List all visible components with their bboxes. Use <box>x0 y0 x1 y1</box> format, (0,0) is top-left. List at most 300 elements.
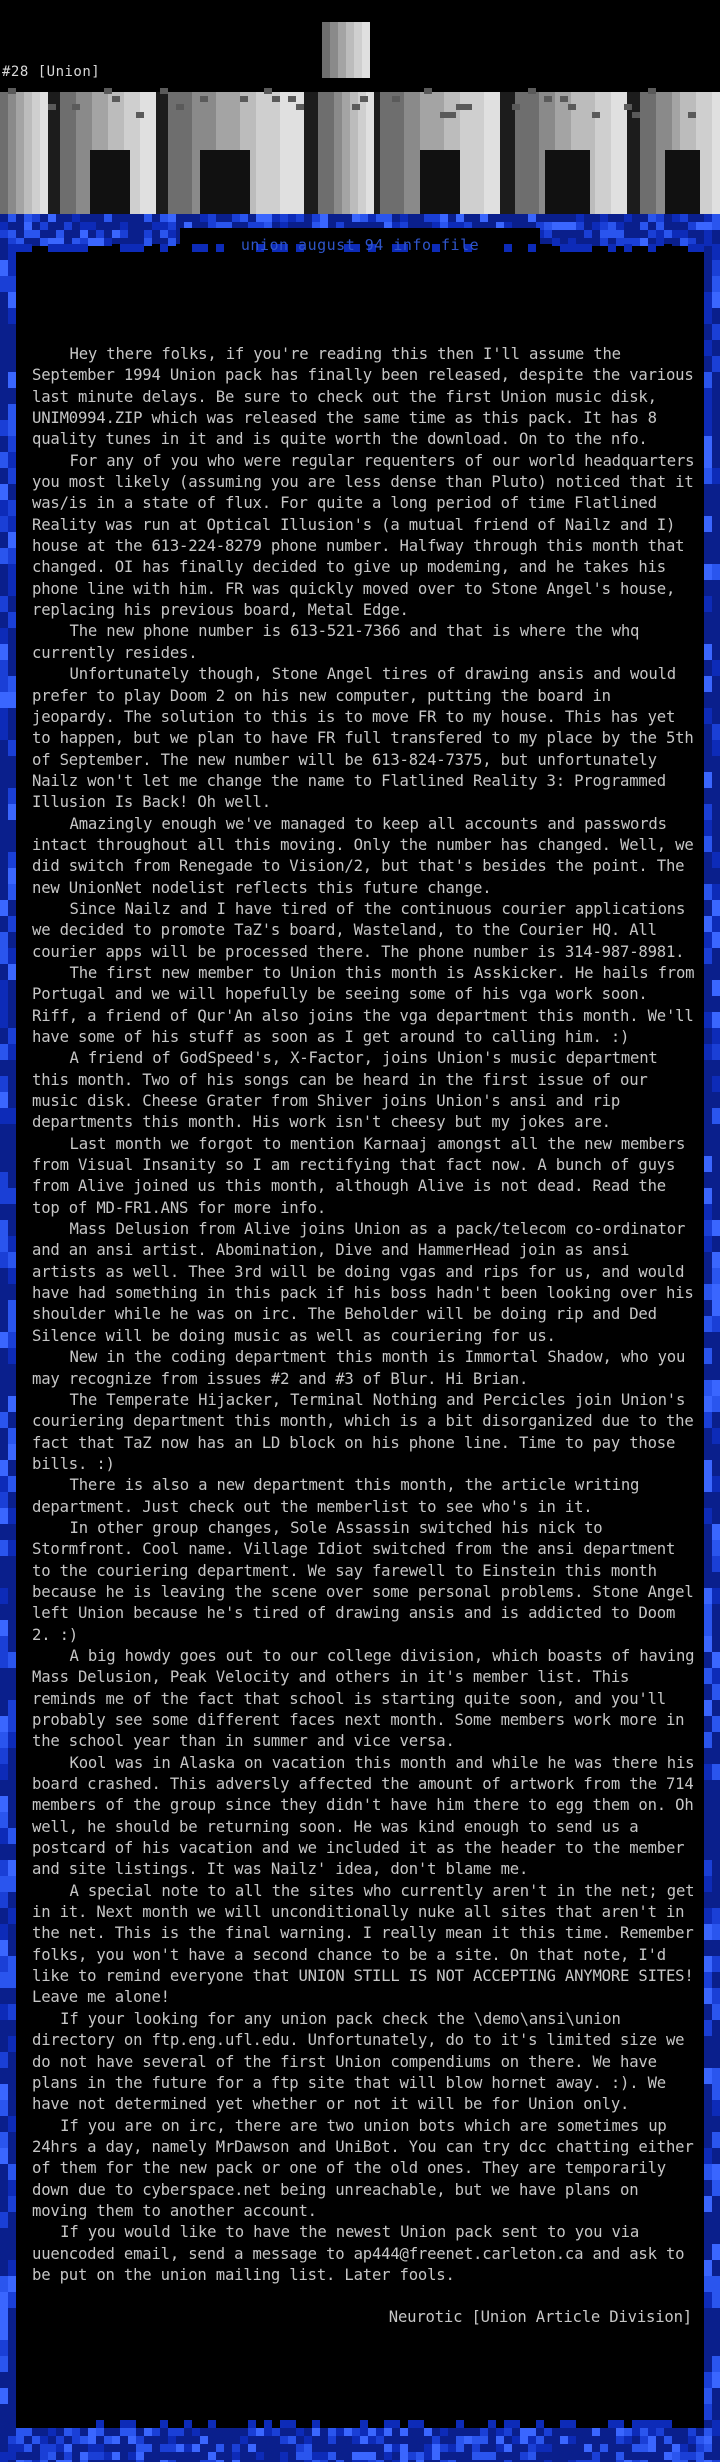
frame-pixel <box>8 2068 16 2084</box>
frame-pixel <box>704 516 712 532</box>
frame-pixel <box>632 2428 640 2436</box>
frame-pixel <box>360 2436 368 2444</box>
frame-pixel <box>40 2444 48 2452</box>
logo-notch <box>90 150 130 214</box>
frame-pixel <box>528 2436 536 2444</box>
article-paragraph: Hey there folks, if you're reading this then I'll assume the September 1994 Union pack has finally been released, despite the various last minute delays. Be sure to check out the first Union music disk, UNIM0994.ZIP which was released the same time as this pack. It has 8 quality tunes in it and is quite worth the download. On to the nfo. <box>32 345 694 449</box>
frame-pixel <box>368 214 376 222</box>
frame-pixel <box>0 1924 8 1940</box>
frame-pixel <box>640 222 648 230</box>
frame-pixel <box>8 1044 16 1060</box>
frame-pixel <box>0 644 8 660</box>
logo-block <box>24 92 32 214</box>
logo-notch <box>200 150 250 214</box>
frame-pixel <box>392 214 400 222</box>
frame-pixel <box>0 948 8 964</box>
frame-pixel <box>488 2452 496 2460</box>
logo-block <box>404 92 412 214</box>
frame-pixel <box>344 2428 352 2436</box>
frame-pixel <box>664 2420 672 2428</box>
frame-pixel <box>352 2436 360 2444</box>
frame-pixel <box>704 1588 712 1604</box>
frame-pixel <box>0 1252 8 1268</box>
frame-pixel <box>704 1732 712 1748</box>
frame-pixel <box>0 500 8 516</box>
frame-pixel <box>384 214 392 222</box>
logo-dither <box>592 112 600 118</box>
frame-pixel <box>712 356 720 372</box>
frame-pixel <box>48 2452 56 2460</box>
article-paragraph: The new phone number is 613-521-7366 and that is where the whq currently resides. <box>32 622 640 662</box>
frame-pixel <box>528 2452 536 2460</box>
frame-pixel <box>480 2452 488 2460</box>
logo-block <box>256 92 264 214</box>
logo-dither <box>568 104 576 110</box>
frame-pixel <box>712 1860 720 1876</box>
frame-pixel <box>8 1540 16 1556</box>
logo-block <box>476 92 484 214</box>
frame-pixel <box>248 214 256 222</box>
frame-pixel <box>704 1924 712 1940</box>
frame-pixel <box>560 222 568 230</box>
frame-pixel <box>0 692 8 708</box>
frame-pixel <box>0 756 8 772</box>
frame-pixel <box>576 222 584 230</box>
article-paragraph: A big howdy goes out to our college division, which boasts of having Mass Delusion, Peak Velocity and others in it's member list. This reminds me of the fact that school is starting quite soon, and you'll probably see some different faces next month. Some members work more in the school year than in summer and vice versa. <box>32 1646 695 1751</box>
frame-pixel <box>712 1476 720 1492</box>
frame-pixel <box>8 1444 16 1460</box>
frame-pixel <box>704 916 712 932</box>
frame-pixel <box>712 980 720 996</box>
frame-pixel <box>656 222 664 230</box>
article-paragraph: If you are on irc, there are two union bots which are sometimes up 24hrs a day, namely MrDawson and UniBot. You can try dcc chatting either of them for the new pack or one of the old ones. They are temporarily down due to cyberspace.net being unreachable, but we have plans on moving them to another account. <box>32 2116 694 2220</box>
frame-pixel <box>712 1316 720 1332</box>
frame-pixel <box>280 2452 288 2460</box>
frame-pixel <box>152 2428 160 2436</box>
frame-pixel <box>432 214 440 222</box>
frame-pixel <box>592 222 600 230</box>
frame-pixel <box>312 214 320 222</box>
frame-pixel <box>0 436 8 452</box>
frame-pixel <box>528 2444 536 2452</box>
frame-pixel <box>712 1588 720 1604</box>
frame-pixel <box>712 1924 720 1940</box>
frame-pixel <box>704 708 712 724</box>
frame-pixel <box>704 772 712 788</box>
frame-pixel <box>704 1764 712 1780</box>
frame-pixel <box>704 1796 712 1812</box>
frame-pixel <box>64 2444 72 2452</box>
frame-pixel <box>72 2428 80 2436</box>
frame-pixel <box>472 2452 480 2460</box>
frame-pixel <box>320 214 328 222</box>
frame-pixel <box>0 1588 8 1604</box>
frame-pixel <box>8 260 16 276</box>
frame-pixel <box>0 1460 8 1476</box>
frame-pixel <box>648 2444 656 2452</box>
frame-pixel <box>8 1332 16 1348</box>
logo-dither <box>272 96 280 102</box>
frame-pixel <box>8 324 16 340</box>
frame-pixel <box>704 836 712 852</box>
frame-pixel <box>704 1236 712 1252</box>
frame-pixel <box>704 676 712 692</box>
frame-pixel <box>8 1188 16 1204</box>
frame-pixel <box>0 708 8 724</box>
frame-pixel <box>8 1028 16 1044</box>
frame-pixel <box>712 1108 720 1124</box>
frame-pixel <box>440 214 448 222</box>
frame-pixel <box>8 1764 16 1780</box>
frame-pixel <box>712 852 720 868</box>
frame-pixel <box>712 1124 720 1140</box>
frame-pixel <box>712 1972 720 1988</box>
frame-pixel <box>0 1076 8 1092</box>
frame-pixel <box>0 580 8 596</box>
frame-pixel <box>8 2356 16 2372</box>
frame-pixel <box>24 2428 32 2436</box>
frame-pixel <box>712 2164 720 2180</box>
frame-pixel <box>712 788 720 804</box>
frame-pixel <box>96 2452 104 2460</box>
frame-pixel <box>712 1556 720 1572</box>
frame-pixel <box>568 222 576 230</box>
frame-pixel <box>0 2132 8 2148</box>
frame-pixel <box>704 804 712 820</box>
frame-pixel <box>712 1572 720 1588</box>
frame-pixel <box>0 260 8 276</box>
frame-pixel <box>712 2068 720 2084</box>
frame-pixel <box>704 2196 712 2212</box>
frame-pixel <box>0 420 8 436</box>
article-paragraph: Kool was in Alaska on vacation this month and while he was there his board crashed. This adversly affected the amount of artwork from the 714 members of the group since they didn't have him there to egg them on. Oh well, he should be returning soon. He was kind enough to send us a postcard of his vacation and we included it as the header to the member and site listings. It was Nailz' idea, don't blame me. <box>32 1753 695 1879</box>
frame-pixel <box>712 2132 720 2148</box>
frame-pixel <box>0 222 8 230</box>
frame-pixel <box>8 308 16 324</box>
frame-pixel <box>8 1908 16 1924</box>
frame-pixel <box>264 2420 272 2428</box>
frame-pixel <box>312 2420 320 2428</box>
frame-pixel <box>712 1284 720 1300</box>
frame-pixel <box>216 2444 224 2452</box>
frame-pixel <box>0 1684 8 1700</box>
frame-pixel <box>8 2148 16 2164</box>
frame-pixel <box>704 564 712 580</box>
frame-pixel <box>496 2436 504 2444</box>
frame-pixel <box>704 1972 712 1988</box>
frame-pixel <box>536 2436 544 2444</box>
frame-pixel <box>8 532 16 548</box>
frame-pixel <box>664 2452 672 2460</box>
frame-pixel <box>712 932 720 948</box>
frame-pixel <box>688 2436 696 2444</box>
frame-pixel <box>712 1540 720 1556</box>
frame-pixel <box>456 214 464 222</box>
frame-pixel <box>712 660 720 676</box>
frame-pixel <box>704 1508 712 1524</box>
frame-pixel <box>112 2444 120 2452</box>
frame-pixel <box>0 772 8 788</box>
frame-pixel <box>216 2436 224 2444</box>
frame-pixel <box>448 214 456 222</box>
frame-pixel <box>704 340 712 356</box>
frame-pixel <box>680 214 688 222</box>
frame-pixel <box>8 2436 16 2444</box>
article-paragraph: If your looking for any union pack check the \demo\ansi\union directory on ftp.eng.ufl.edu. Unfortunately, do to it's limited size we do not have several of the first Union compendiums on there. We have plans in the future for a ftp site that will blow hornet away. :). We have not determined yet whether or not it will be for Union only. <box>32 2009 685 2114</box>
frame-pixel <box>504 2444 512 2452</box>
frame-pixel <box>704 1204 712 1220</box>
frame-pixel <box>672 2452 680 2460</box>
logo-block <box>40 92 48 214</box>
logo-notch <box>665 150 700 214</box>
frame-pixel <box>352 214 360 222</box>
logo-block <box>342 92 350 214</box>
frame-pixel <box>704 2388 712 2404</box>
frame-pixel <box>0 1364 8 1380</box>
frame-pixel <box>552 222 560 230</box>
frame-pixel <box>176 2428 184 2436</box>
frame-pixel <box>0 2276 8 2292</box>
frame-pixel <box>296 2452 304 2460</box>
frame-pixel <box>424 2444 432 2452</box>
logo-block <box>712 92 720 214</box>
frame-pixel <box>712 1716 720 1732</box>
frame-pixel <box>88 2452 96 2460</box>
frame-pixel <box>704 884 712 900</box>
logo-dither <box>176 104 184 110</box>
frame-pixel <box>64 2428 72 2436</box>
frame-pixel <box>712 2420 720 2436</box>
frame-pixel <box>368 2436 376 2444</box>
frame-pixel <box>0 900 8 916</box>
frame-pixel <box>0 1876 8 1892</box>
frame-pixel <box>592 2428 600 2436</box>
frame-pixel <box>704 1860 712 1876</box>
logo-dither <box>72 104 80 110</box>
frame-pixel <box>400 2428 408 2436</box>
article-paragraph: There is also a new department this month, the article writing department. Just check out the memberlist to see who's in it. <box>32 1476 640 1516</box>
frame-pixel <box>8 276 16 292</box>
logo-block <box>366 92 374 214</box>
logo-block <box>346 22 354 78</box>
frame-pixel <box>40 222 48 230</box>
frame-pixel <box>168 2428 176 2436</box>
frame-pixel <box>704 1956 712 1972</box>
frame-pixel <box>200 214 208 222</box>
frame-pixel <box>704 1876 712 1892</box>
frame-pixel <box>536 2420 544 2428</box>
frame-pixel <box>0 1652 8 1668</box>
frame-pixel <box>232 214 240 222</box>
frame-pixel <box>704 948 712 964</box>
frame-pixel <box>432 2436 440 2444</box>
frame-pixel <box>8 580 16 596</box>
frame-pixel <box>8 1252 16 1268</box>
logo-block <box>640 92 648 214</box>
frame-pixel <box>704 1316 712 1332</box>
frame-pixel <box>608 222 616 230</box>
frame-pixel <box>264 2428 272 2436</box>
frame-pixel <box>0 1940 8 1956</box>
frame-pixel <box>704 372 712 388</box>
frame-pixel <box>704 1988 712 2004</box>
frame-pixel <box>208 214 216 222</box>
frame-pixel <box>8 372 16 388</box>
frame-pixel <box>0 1716 8 1732</box>
frame-pixel <box>32 2444 40 2452</box>
frame-pixel <box>24 2444 32 2452</box>
logo-dither <box>456 104 464 110</box>
logo-block <box>595 92 603 214</box>
frame-pixel <box>704 1044 712 1060</box>
frame-pixel <box>32 2436 40 2444</box>
frame-pixel <box>0 2212 8 2228</box>
frame-pixel <box>704 2148 712 2164</box>
frame-pixel <box>208 2420 216 2428</box>
frame-pixel <box>312 2428 320 2436</box>
frame-pixel <box>0 1476 8 1492</box>
frame-pixel <box>328 214 336 222</box>
frame-pixel <box>408 2420 416 2428</box>
frame-pixel <box>704 1940 712 1956</box>
logo-dither <box>632 112 640 118</box>
frame-pixel <box>712 1956 720 1972</box>
frame-pixel <box>704 932 712 948</box>
frame-pixel <box>0 1188 8 1204</box>
frame-pixel <box>712 2356 720 2372</box>
frame-pixel <box>312 2452 320 2460</box>
frame-pixel <box>48 2444 56 2452</box>
frame-pixel <box>0 1972 8 1988</box>
frame-pixel <box>8 948 16 964</box>
logo-dither <box>264 88 272 94</box>
frame-pixel <box>8 788 16 804</box>
frame-pixel <box>0 724 8 740</box>
frame-pixel <box>648 214 656 222</box>
frame-pixel <box>576 2428 584 2436</box>
logo-block <box>603 92 611 214</box>
frame-pixel <box>272 214 280 222</box>
frame-pixel <box>584 222 592 230</box>
frame-pixel <box>608 2452 616 2460</box>
frame-pixel <box>0 1300 8 1316</box>
frame-pixel <box>8 1524 16 1540</box>
frame-pixel <box>304 2436 312 2444</box>
frame-pixel <box>16 2436 24 2444</box>
frame-pixel <box>712 2308 720 2324</box>
frame-pixel <box>184 2444 192 2452</box>
frame-pixel <box>0 1796 8 1812</box>
logo-dither <box>104 88 112 94</box>
frame-pixel <box>496 2444 504 2452</box>
frame-pixel <box>704 1556 712 1572</box>
logo-dither <box>288 96 296 102</box>
frame-pixel <box>688 2428 696 2436</box>
frame-pixel <box>336 214 344 222</box>
frame-pixel <box>56 2436 64 2444</box>
frame-pixel <box>0 2324 8 2340</box>
frame-pixel <box>384 2420 392 2428</box>
frame-pixel <box>544 2444 552 2452</box>
frame-pixel <box>712 1012 720 1028</box>
frame-pixel <box>704 308 712 324</box>
frame-pixel <box>712 1252 720 1268</box>
article-paragraph: The first new member to Union this month is Asskicker. He hails from Portugal and we will hopefully be seeing some of his vga work soon. Riff, a friend of Qur'An also joins the vga department this month. We'll have some of his stuff as soon as I get around to calling him. :) <box>32 963 695 1046</box>
frame-pixel <box>640 2420 648 2428</box>
frame-pixel <box>688 2452 696 2460</box>
frame-pixel <box>0 1508 8 1524</box>
frame-pixel <box>648 2420 656 2428</box>
frame-pixel <box>712 1828 720 1844</box>
frame-pixel <box>704 1620 712 1636</box>
logo-block <box>412 92 420 214</box>
frame-pixel <box>304 2444 312 2452</box>
article-paragraph: Amazingly enough we've managed to keep all accounts and passwords intact throughout all this moving. Only the number has changed. Well, we did switch from Renegade to Vision/2, but that's besides the point. The new UnionNet nodelist reflects this future change. <box>32 814 694 897</box>
frame-pixel <box>672 214 680 222</box>
frame-pixel <box>296 214 304 222</box>
frame-pixel <box>328 2428 336 2436</box>
frame-pixel <box>704 388 712 404</box>
frame-pixel <box>168 2436 176 2444</box>
frame-pixel <box>104 2452 112 2460</box>
frame-pixel <box>704 596 712 612</box>
frame-pixel <box>712 1684 720 1700</box>
frame-pixel <box>704 1284 712 1300</box>
frame-pixel <box>304 2428 312 2436</box>
logo-dither <box>8 88 16 94</box>
frame-pixel <box>648 2428 656 2436</box>
article-paragraph: A friend of GodSpeed's, X-Factor, joins Union's music department this month. Two of his songs can be heard in the first issue of our music disk. Cheese Grater from Shiver joins Union's ansi and rip departments this month. His work isn't cheesy but my jokes are. <box>32 1049 658 1132</box>
frame-pixel <box>96 2444 104 2452</box>
frame-pixel <box>712 2116 720 2132</box>
frame-pixel <box>8 1396 16 1412</box>
frame-pixel <box>144 2444 152 2452</box>
frame-pixel <box>408 2444 416 2452</box>
frame-pixel <box>704 2068 712 2084</box>
frame-pixel <box>0 1172 8 1188</box>
frame-pixel <box>712 2004 720 2020</box>
frame-pixel <box>64 222 72 230</box>
frame-pixel <box>88 2444 96 2452</box>
frame-pixel <box>144 214 152 222</box>
frame-pixel <box>672 2444 680 2452</box>
frame-pixel <box>0 1732 8 1748</box>
frame-pixel <box>712 628 720 644</box>
frame-pixel <box>136 2444 144 2452</box>
frame-pixel <box>144 2428 152 2436</box>
frame-pixel <box>704 1668 712 1684</box>
logo-block <box>484 92 492 214</box>
frame-pixel <box>88 222 96 230</box>
frame-pixel <box>616 2428 624 2436</box>
frame-pixel <box>704 222 712 230</box>
frame-pixel <box>16 2444 24 2452</box>
logo-block <box>280 92 288 214</box>
frame-pixel <box>328 2436 336 2444</box>
logo-block <box>140 92 148 214</box>
frame-pixel <box>352 2452 360 2460</box>
frame-pixel <box>0 1620 8 1636</box>
file-subtitle: union august 94 info file <box>240 236 480 254</box>
frame-pixel <box>704 404 712 420</box>
frame-pixel <box>8 2452 16 2460</box>
frame-pixel <box>88 2436 96 2444</box>
logo-block <box>334 92 342 214</box>
frame-pixel <box>424 2428 432 2436</box>
frame-pixel <box>8 1300 16 1316</box>
frame-pixel <box>712 916 720 932</box>
frame-pixel <box>504 2428 512 2436</box>
